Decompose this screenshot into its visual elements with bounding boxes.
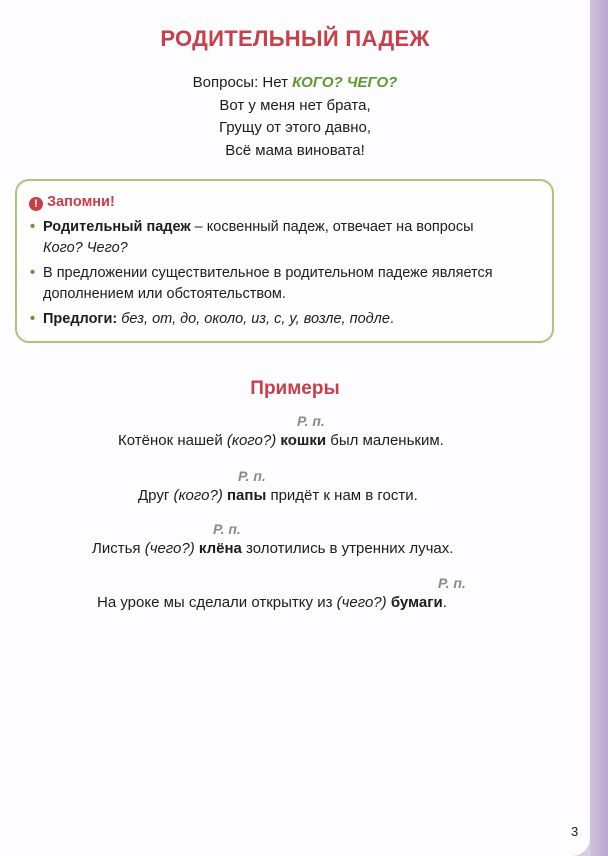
genitive-word: клёна [198,540,242,557]
example-sentence [92,540,453,557]
genitive-word: бумаги [390,594,443,611]
question-word: (чего?) [336,594,387,611]
term: Родительный падеж [43,219,191,235]
sentence-part: Друг [138,487,174,504]
examples-heading: Примеры [250,378,340,399]
poem-line-1-prefix: Вопросы: Нет [192,74,293,91]
remember-item [29,309,540,330]
case-mark: Р. п. [438,575,466,591]
question-word: (кого?) [226,432,277,449]
question-word: (кого?) [173,487,223,504]
poem-questions: КОГО? ЧЕГО? [292,74,398,91]
poem-line-3: Грущу от этого давно, [218,119,372,136]
case-mark: Р. п. [297,413,325,429]
remember-heading [29,191,540,213]
poem-line-1 [0,72,590,95]
remember-item [29,263,540,305]
sentence-part: На уроке мы сделали открытку из [97,594,337,611]
page-title: РОДИТЕЛЬНЫЙ ПАДЕЖ [160,26,430,51]
example-sentence [118,432,444,449]
poem-line-4: Всё мама виновата! [225,141,365,159]
exclamation-icon: ! [29,197,43,211]
genitive-word: папы [227,487,267,504]
page-number: 3 [571,824,579,839]
sentence-part: . [442,594,447,611]
questions: Кого? Чего? [43,240,128,256]
case-mark: Р. п. [213,521,241,537]
rule-text: В предложении существительное в родительном падеже является дополнением или обстоятельством. [43,265,493,302]
sentence-part: золотились в утренних лучах. [241,540,454,557]
remember-box [15,179,554,343]
sentence-part: Котёнок нашей [118,432,227,449]
page-edge [590,0,608,856]
sentence-part: Листья [92,540,145,557]
remember-heading-text: Запомни! [47,194,115,210]
poem-line-2: Вот у меня нет брата, [219,96,371,114]
poem [0,72,590,162]
genitive-word: кошки [280,432,327,449]
bullet-dot: • [30,219,36,235]
case-mark: Р. п. [238,468,266,484]
period: . [389,311,394,327]
sentence-part: был маленьким. [326,432,444,449]
remember-list [29,217,540,330]
prepositions-list: без, от, до, около, из, с, у, возле, подле [117,311,390,327]
bullet-dot: • [30,311,36,327]
question-word: (чего?) [144,540,195,557]
example-sentence [138,487,418,504]
sentence-part: придёт к нам в гости. [266,487,418,504]
bullet-dot: • [30,265,36,281]
example-sentence [97,594,447,611]
definition: – косвенный падеж, отвечает на вопросы [190,219,474,235]
remember-item [29,217,540,259]
prepositions-label: Предлоги: [43,311,118,327]
